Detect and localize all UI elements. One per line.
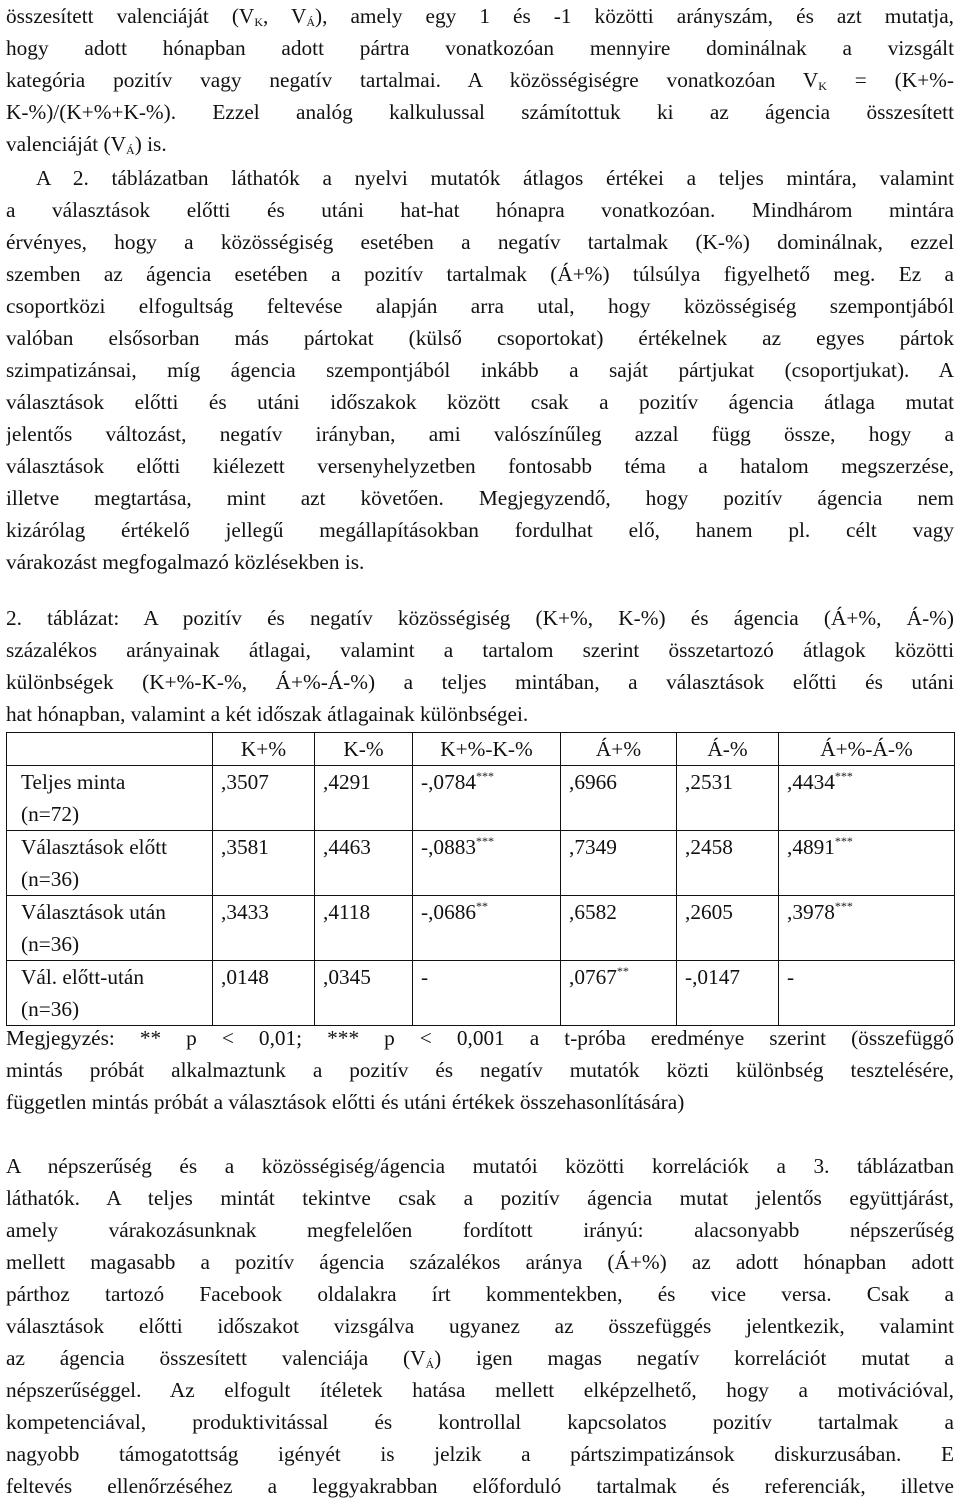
- text-line: illetve megtartása, mint azt követően. Megjegyzendő, hogy pozitív ágencia nem: [6, 486, 954, 510]
- table-cell: ,3978***: [779, 896, 955, 961]
- table-cell: ,4434***: [779, 766, 955, 831]
- text-line: hat hónapban, valamint a két időszak átlagainak különbségei.: [6, 702, 529, 726]
- text-line: szimpatizánsai, míg ágencia szempontjából inkább a saját pártjukat (csoportjukat). A: [6, 358, 954, 382]
- text-line: százalékos arányainak átlagai, valamint a tartalom szerint összetartozó átlagok közötti: [6, 638, 954, 662]
- table-header-cell: Á+%-Á-%: [779, 733, 955, 766]
- paragraph-correlations: [6, 1150, 954, 1502]
- text-line: mintás próbát alkalmaztunk a pozitív és negatív mutatók közti különbség tesztelésére,: [6, 1058, 954, 1082]
- text-line: független mintás próbát a választások előtti és utáni értékek összehasonlítására): [6, 1090, 685, 1114]
- significance-mark: ***: [834, 899, 853, 913]
- table-cell: ,6582: [561, 896, 677, 961]
- text-line: Megjegyzés: ** p < 0,01; *** p < 0,001 a t-próba eredménye szerint (összefüggő: [6, 1026, 954, 1050]
- paragraph-table-discussion: [6, 162, 954, 578]
- table-cell: -,0784***: [413, 766, 561, 831]
- text-line: párthoz tartozó Facebook oldalakra írt kommentekben, és vice versa. Csak a: [6, 1282, 954, 1306]
- table-row: [7, 766, 955, 831]
- table-cell: ,0345: [315, 961, 413, 1026]
- text-line: mellett magasabb a pozitív ágencia százalékos aránya (Á+%) az adott hónapban adott: [6, 1250, 954, 1274]
- table-cell: ,6966: [561, 766, 677, 831]
- text-line: kategória pozitív vagy negatív tartalmai. A közösségiségre vonatkozóan $V_K = (K+\%-$: [6, 68, 954, 93]
- text-line: népszerűséggel. Az elfogult ítéletek hatása mellett elképzelhető, hogy a motivációval,: [6, 1378, 954, 1402]
- row-label: Vál. előtt-után (n=36): [7, 961, 213, 1026]
- table-header-cell: K+%: [213, 733, 315, 766]
- table-cell: ,2458: [677, 831, 779, 896]
- table-cell: ,4891***: [779, 831, 955, 896]
- text-line: választások előtti kiélezett versenyhelyzetben fontosabb téma a hatalom megszerzése,: [6, 454, 954, 478]
- text-line: szemben az ágencia esetében a pozitív tartalmak (Á+%) túlsúlya figyelhető meg. Ez a: [6, 262, 954, 286]
- table-cell: ,4463: [315, 831, 413, 896]
- table-header-cell: Á+%: [561, 733, 677, 766]
- significance-mark: **: [476, 899, 489, 913]
- text-line: K-%)/(K+%+K-%). Ezzel analóg kalkulussal számítottuk ki az ágencia összesített: [6, 100, 954, 124]
- table-row: [7, 961, 955, 1026]
- paragraph-valence-definition: [6, 0, 954, 160]
- text-line: A népszerűség és a közösségiség/ágencia mutatói közötti korrelációk a 3. táblázatban: [6, 1154, 954, 1178]
- table-row: [7, 831, 955, 896]
- text-line: A 2. táblázatban láthatók a nyelvi mutatók átlagos értékei a teljes mintára, valamint: [36, 166, 954, 190]
- results-table: [6, 732, 955, 1026]
- text-line: valóban elsősorban más pártokat (külső csoportokat) értékelnek az egyes pártok: [6, 326, 954, 350]
- table-cell: -,0883***: [413, 831, 561, 896]
- text-line: kompetenciával, produktivitással és kontrollal kapcsolatos pozitív tartalmak a: [6, 1410, 954, 1434]
- text-line: láthatók. A teljes mintát tekintve csak a pozitív ágencia mutat jelentős együttjárást,: [6, 1186, 954, 1210]
- text-line: hogy adott hónapban adott pártra vonatkozóan mennyire dominálnak a vizsgált: [6, 36, 954, 60]
- table-cell: -,0686**: [413, 896, 561, 961]
- text-line: az ágencia összesített valenciája $(V_Á)$ igen magas negatív korrelációt mutat a: [6, 1346, 954, 1371]
- text-line: jelentős változást, negatív irányban, ami valószínűleg azzal függ össze, hogy a: [6, 422, 954, 446]
- row-label: Teljes minta (n=72): [7, 766, 213, 831]
- table-cell: ,3433: [213, 896, 315, 961]
- table-cell: ,3507: [213, 766, 315, 831]
- text-line: amely várakozásunknak megfelelően fordított irányú: alacsonyabb népszerűség: [6, 1218, 954, 1242]
- table-cell: -,0147: [677, 961, 779, 1026]
- text-line: választások előtti időszakot vizsgálva ugyanez az összefüggés jelentkezik, valamint: [6, 1314, 954, 1338]
- table-cell: ,3581: [213, 831, 315, 896]
- text-line: a választások előtti és utáni hat-hat hónapra vonatkozóan. Mindhárom mintára: [6, 198, 954, 222]
- significance-mark: ***: [834, 834, 853, 848]
- text-line: választások előtti és utáni időszakok között csak a pozitív ágencia átlaga mutat: [6, 390, 954, 414]
- significance-mark: ***: [476, 769, 495, 783]
- text-line: valenciáját $(V_Á)$ is.: [6, 132, 167, 157]
- significance-mark: ***: [834, 769, 853, 783]
- table-header-cell: Á-%: [677, 733, 779, 766]
- text-line: érvényes, hogy a közösségiség esetében a negatív tartalmak (K-%) dominálnak, ezzel: [6, 230, 954, 254]
- table-cell: ,2605: [677, 896, 779, 961]
- table-row: [7, 896, 955, 961]
- significance-mark: ***: [476, 834, 495, 848]
- table-cell: ,4291: [315, 766, 413, 831]
- table-caption: [6, 602, 954, 730]
- table-header-cell: K+%-K-%: [413, 733, 561, 766]
- text-line: nagyobb támogatottság igényét is jelzik a pártszimpatizánsok diskurzusában. E: [6, 1442, 954, 1466]
- text-line: várakozást megfogalmazó közlésekben is.: [6, 550, 365, 574]
- text-line: feltevés ellenőrzéséhez a leggyakrabban előforduló tartalmak és referenciák, illetve: [6, 1474, 954, 1498]
- text-line: kizárólag értékelő jellegű megállapításokban fordulhat elő, hanem pl. célt vagy: [6, 518, 954, 542]
- table-cell: -: [413, 961, 561, 1026]
- row-label: Választások előtt (n=36): [7, 831, 213, 896]
- table-cell: ,4118: [315, 896, 413, 961]
- text-line: csoportközi elfogultság feltevése alapján arra utal, hogy közösségiség szempontjából: [6, 294, 954, 318]
- text-line: 2. táblázat: A pozitív és negatív közösségiség (K+%, K-%) és ágencia (Á+%, Á-%): [6, 606, 954, 630]
- table-cell: ,0767**: [561, 961, 677, 1026]
- row-label: Választások után (n=36): [7, 896, 213, 961]
- table-header-row: [7, 733, 955, 766]
- text-line: különbségek (K+%-K-%, Á+%-Á-%) a teljes mintában, a választások előtti és utáni: [6, 670, 954, 694]
- table-cell: ,2531: [677, 766, 779, 831]
- table-cell: ,7349: [561, 831, 677, 896]
- table-note: [6, 1022, 954, 1118]
- table-cell: ,0148: [213, 961, 315, 1026]
- table-header-cell: K-%: [315, 733, 413, 766]
- text-line: összesített valenciáját ($V_K$, $V_Á$), amely egy 1 és -1 közötti arányszám, és azt mutatja,: [6, 4, 954, 29]
- table-cell: -: [779, 961, 955, 1026]
- table-header-cell: [7, 733, 213, 766]
- significance-mark: **: [616, 964, 629, 978]
